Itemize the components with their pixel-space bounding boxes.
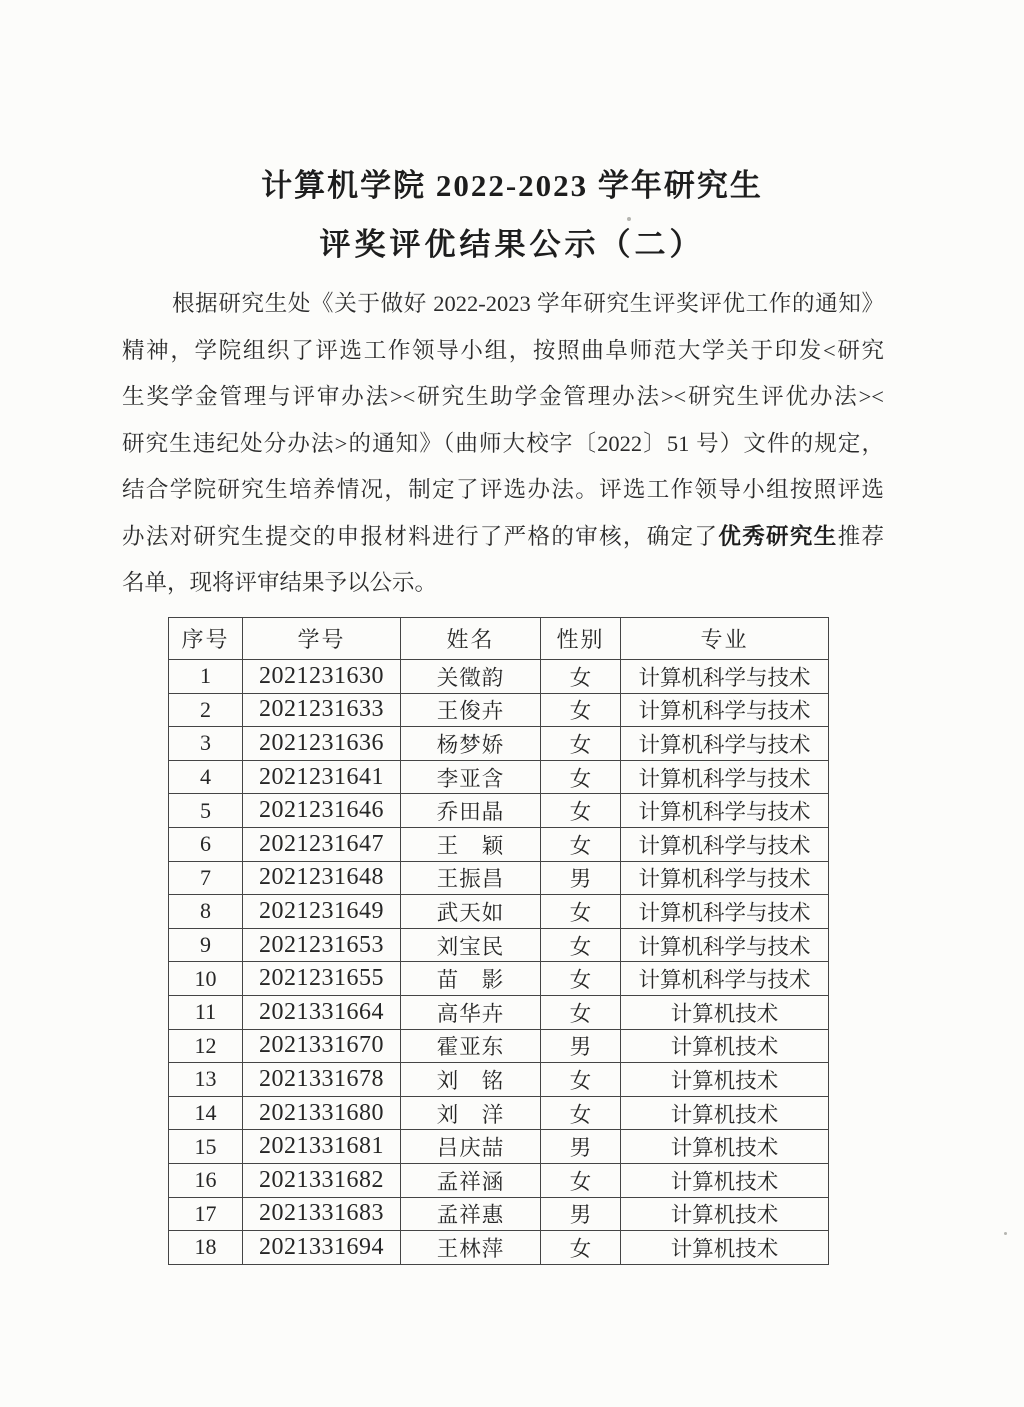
body-line-6-bold-highlight: 优秀研究生: [718, 523, 838, 549]
cell-gender: 女: [541, 727, 621, 761]
cell-name: 武天如: [401, 895, 541, 929]
header-name: 姓名: [401, 618, 541, 660]
table-row: [169, 1130, 829, 1164]
cell-no: 17: [169, 1197, 243, 1231]
table-row: [169, 1231, 829, 1265]
cell-no: 11: [169, 995, 243, 1029]
cell-major: 计算机科学与技术: [621, 962, 829, 996]
cell-gender: 女: [541, 1163, 621, 1197]
cell-gender: 女: [541, 995, 621, 1029]
cell-gender: 女: [541, 693, 621, 727]
cell-no: 6: [169, 827, 243, 861]
cell-no: 3: [169, 727, 243, 761]
table-row: [169, 660, 829, 694]
cell-name: 杨梦娇: [401, 727, 541, 761]
cell-name: 王 颖: [401, 827, 541, 861]
cell-major: 计算机科学与技术: [621, 928, 829, 962]
cell-no: 8: [169, 895, 243, 929]
scan-speck: [627, 217, 631, 221]
cell-name: 王俊卉: [401, 693, 541, 727]
body-line-2: 精神，学院组织了评选工作领导小组，按照曲阜师范大学关于印发<研究: [122, 337, 884, 363]
cell-name: 苗 影: [401, 962, 541, 996]
scan-speck: [1004, 1232, 1007, 1235]
table-row: [169, 827, 829, 861]
cell-major: 计算机科学与技术: [621, 827, 829, 861]
cell-student-id: 2021231646: [243, 794, 401, 828]
table-row: [169, 861, 829, 895]
body-line-4: 研究生违纪处分办法>的通知》（曲师大校字〔2022〕51 号）文件的规定，: [122, 430, 884, 456]
cell-name: 孟祥涵: [401, 1163, 541, 1197]
cell-name: 高华卉: [401, 995, 541, 1029]
cell-no: 12: [169, 1029, 243, 1063]
cell-student-id: 2021231636: [243, 727, 401, 761]
cell-no: 10: [169, 962, 243, 996]
cell-major: 计算机技术: [621, 1163, 829, 1197]
cell-student-id: 2021331681: [243, 1130, 401, 1164]
cell-student-id: 2021231633: [243, 693, 401, 727]
cell-name: 关徵韵: [401, 660, 541, 694]
cell-student-id: 2021231647: [243, 827, 401, 861]
body-line-5: 结合学院研究生培养情况，制定了评选办法。评选工作领导小组按照评选: [122, 477, 884, 502]
cell-student-id: 2021331678: [243, 1063, 401, 1097]
cell-gender: 女: [541, 1096, 621, 1130]
cell-name: 孟祥惠: [401, 1197, 541, 1231]
cell-major: 计算机技术: [621, 1063, 829, 1097]
cell-major: 计算机科学与技术: [621, 660, 829, 694]
cell-gender: 女: [541, 895, 621, 929]
cell-name: 乔田晶: [401, 794, 541, 828]
cell-name: 吕庆喆: [401, 1130, 541, 1164]
cell-major: 计算机技术: [621, 1231, 829, 1265]
cell-major: 计算机科学与技术: [621, 895, 829, 929]
cell-gender: 女: [541, 962, 621, 996]
header-major: 专业: [621, 618, 829, 660]
table-row: [169, 760, 829, 794]
table-row: [169, 1029, 829, 1063]
cell-gender: 女: [541, 760, 621, 794]
cell-gender: 女: [541, 660, 621, 694]
table-row: [169, 1096, 829, 1130]
cell-student-id: 2021331682: [243, 1163, 401, 1197]
table-row: [169, 928, 829, 962]
cell-student-id: 2021231641: [243, 760, 401, 794]
cell-no: 4: [169, 760, 243, 794]
cell-gender: 女: [541, 794, 621, 828]
cell-no: 16: [169, 1163, 243, 1197]
cell-student-id: 2021231655: [243, 962, 401, 996]
cell-gender: 女: [541, 1063, 621, 1097]
cell-student-id: 2021231648: [243, 861, 401, 895]
cell-major: 计算机技术: [621, 1029, 829, 1063]
cell-major: 计算机技术: [621, 1197, 829, 1231]
cell-name: 刘 洋: [401, 1096, 541, 1130]
cell-gender: 男: [541, 1029, 621, 1063]
cell-gender: 男: [541, 1197, 621, 1231]
table-row: [169, 1197, 829, 1231]
table-row: [169, 1063, 829, 1097]
cell-student-id: 2021231630: [243, 660, 401, 694]
body-line-7: 名单，现将评审结果予以公示。: [122, 570, 438, 595]
cell-student-id: 2021231653: [243, 928, 401, 962]
cell-no: 13: [169, 1063, 243, 1097]
cell-major: 计算机技术: [621, 1130, 829, 1164]
cell-major: 计算机科学与技术: [621, 760, 829, 794]
cell-no: 5: [169, 794, 243, 828]
cell-gender: 女: [541, 827, 621, 861]
cell-gender: 男: [541, 1130, 621, 1164]
cell-student-id: 2021331680: [243, 1096, 401, 1130]
body-line-6-tail: 推荐: [837, 523, 884, 549]
header-no: 序号: [169, 618, 243, 660]
table-row: [169, 995, 829, 1029]
cell-student-id: 2021231649: [243, 895, 401, 929]
table-header-row: [169, 618, 829, 660]
cell-gender: 女: [541, 928, 621, 962]
cell-student-id: 2021331670: [243, 1029, 401, 1063]
table-row: [169, 794, 829, 828]
cell-major: 计算机技术: [621, 1096, 829, 1130]
table-row: [169, 1163, 829, 1197]
cell-major: 计算机科学与技术: [621, 861, 829, 895]
cell-name: 刘宝民: [401, 928, 541, 962]
cell-no: 18: [169, 1231, 243, 1265]
cell-name: 李亚含: [401, 760, 541, 794]
cell-name: 王林萍: [401, 1231, 541, 1265]
document-title-line2: 评奖评优结果公示（二）: [319, 227, 705, 262]
cell-major: 计算机科学与技术: [621, 693, 829, 727]
announcement-paragraph: [122, 281, 884, 607]
cell-name: 刘 铭: [401, 1063, 541, 1097]
header-gender: 性别: [541, 618, 621, 660]
body-line-6: [122, 514, 884, 561]
table-row: [169, 727, 829, 761]
body-line-3: 生奖学金管理与评审办法><研究生助学金管理办法><研究生评优办法><: [122, 384, 884, 409]
cell-name: 王振昌: [401, 861, 541, 895]
body-line-1: 根据研究生处《关于做好 2022-2023 学年研究生评奖评优工作的通知》: [172, 291, 884, 316]
cell-no: 15: [169, 1130, 243, 1164]
body-line-6-text: 办法对研究生提交的申报材料进行了严格的审核，确定了: [122, 523, 719, 549]
table-row: [169, 895, 829, 929]
table-row: [169, 693, 829, 727]
document-title-line1: 计算机学院 2022-2023 学年研究生: [261, 168, 763, 203]
table-row: [169, 962, 829, 996]
cell-no: 7: [169, 861, 243, 895]
award-results-table: [168, 617, 829, 1265]
cell-no: 14: [169, 1096, 243, 1130]
cell-major: 计算机技术: [621, 995, 829, 1029]
cell-no: 9: [169, 928, 243, 962]
header-student-id: 学号: [243, 618, 401, 660]
cell-name: 霍亚东: [401, 1029, 541, 1063]
cell-no: 1: [169, 660, 243, 694]
cell-major: 计算机科学与技术: [621, 727, 829, 761]
cell-no: 2: [169, 693, 243, 727]
cell-gender: 男: [541, 861, 621, 895]
cell-major: 计算机科学与技术: [621, 794, 829, 828]
cell-student-id: 2021331694: [243, 1231, 401, 1265]
cell-student-id: 2021331683: [243, 1197, 401, 1231]
cell-gender: 女: [541, 1231, 621, 1265]
cell-student-id: 2021331664: [243, 995, 401, 1029]
